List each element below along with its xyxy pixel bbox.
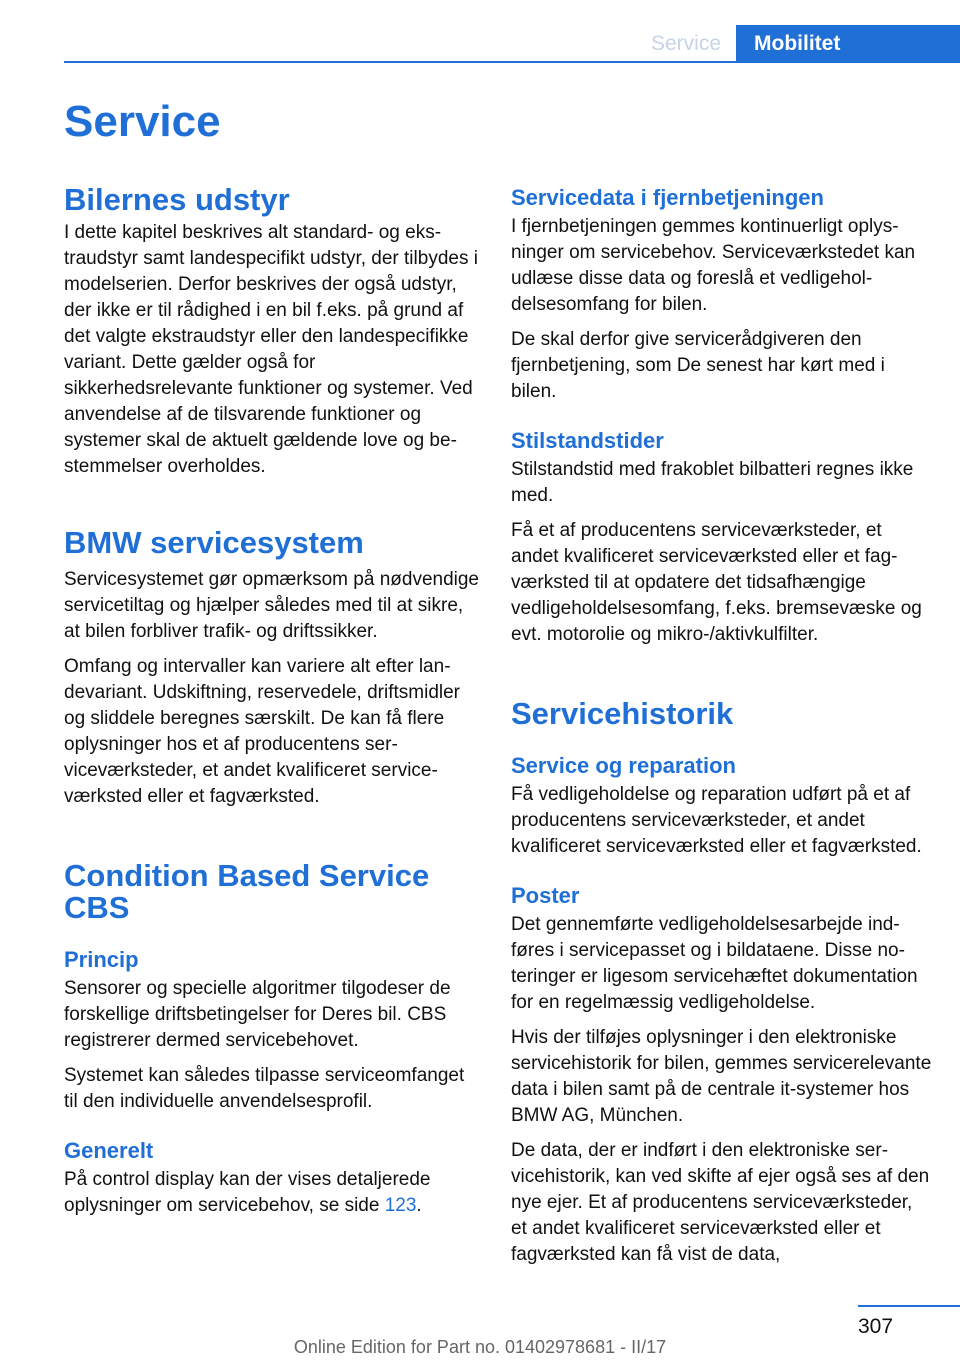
right-column	[511, 184, 933, 1277]
paragraph: Det gennemførte vedligeholdelsesarbejde indføres i servicepasset og i bildataene. Disse noteringer er ligesom servicehæftet dokumentation for en regelmæssig vedligeholdelse.	[511, 914, 918, 1013]
footer-rule	[858, 1305, 960, 1307]
paragraph	[64, 1167, 479, 1219]
header-rule	[64, 61, 960, 63]
heading-generelt: Generelt	[64, 1138, 154, 1163]
page-title: Service	[64, 97, 221, 146]
left-column	[64, 184, 479, 1228]
heading-servicedata: Servicedata i fjernbetjeningen	[511, 185, 824, 210]
heading-bmw-servicesystem: BMW servicesystem	[64, 525, 364, 560]
paragraph: Sensorer og specielle algoritmer tilgodeser de forskellige driftsbetingelser for Deres bil. CBS registrerer dermed servicebehovet.	[64, 978, 451, 1051]
paragraph: De skal derfor give servicerådgiveren den fjernbetjening, som De senest har kørt med i bilen.	[511, 329, 885, 402]
heading-servicehistorik: Servicehistorik	[511, 696, 734, 731]
heading-service-og-reparation: Service og reparation	[511, 753, 736, 778]
paragraph: I dette kapitel beskrives alt standard- og ekstraudstyr samt landespecifikt udstyr, der tilbydes i modelserien. Derfor beskrives der også udstyr, der ikke er til rådighed i en bil f.eks. på grund af det valgte ekstraudstyr eller den landespecifikke variant. Dette gælder også for sikkerhedsrelevante funktioner og systemer. Ved anvendelse af de tilsvarende funktioner og systemer skal de aktuelt gældende love og bestemmelser overholdes.	[64, 222, 478, 477]
heading-princip: Princip	[64, 947, 139, 972]
paragraph-text: .	[416, 1195, 422, 1216]
page-number: 307	[858, 1315, 894, 1338]
heading-cbs: Condition Based Service CBS	[64, 858, 430, 925]
heading-bilernes-udstyr: Bilernes udstyr	[64, 182, 290, 217]
paragraph-text: På control display kan der vises detaljerede oplysninger om servicebehov, se side	[64, 1169, 431, 1216]
paragraph: Få et af producentens serviceværksteder, et andet kvalificeret serviceværksted eller et fagværksted til at opdatere det tidsafhængige vedligeholdelsesomfang, f.eks. bremsevæske og evt. motorolie og mikro-/aktivkulfilter.	[511, 520, 922, 645]
paragraph: Stilstandstid med frakoblet bilbatteri regnes ikke med.	[511, 459, 914, 506]
header-tabs	[636, 25, 960, 62]
paragraph: Systemet kan således tilpasse serviceomfanget til den individuelle anvendelsesprofil.	[64, 1065, 465, 1112]
paragraph: Hvis der tilføjes oplysninger i den elektroniske servicehistorik for bilen, gemmes servicerelevante data i bilen samt på de centrale it-systemer hos BMW AG, München.	[511, 1027, 932, 1126]
page-link-123[interactable]: 123	[384, 1195, 417, 1216]
paragraph: Få vedligeholdelse og reparation udført på et af producentens serviceværksteder, et andet kvalificeret serviceværksted eller et fagværksted.	[511, 784, 922, 857]
paragraph: I fjernbetjeningen gemmes kontinuerligt oplysninger om servicebehov. Serviceværkstedet kan udlæse disse data og foreslå et vedligeholdelsesomfang for bilen.	[511, 216, 916, 315]
tab-service[interactable]: Service	[650, 32, 722, 55]
paragraph: De data, der er indført i den elektroniske servicehistorik, kan ved skifte af ejer også ses af den nye ejer. Et af producentens serviceværksteder, et andet kvalificeret serviceværksted eller et fagværksted kan få vist de data,	[511, 1140, 930, 1265]
edition-footer: Online Edition for Part no. 01402978681 - II/17	[293, 1337, 667, 1357]
paragraph: Servicesystemet gør opmærksom på nødvendige servicetiltag og hjælper således med til at sikre, at bilen forbliver trafik- og driftssikker.	[64, 569, 479, 642]
paragraph: Omfang og intervaller kan variere alt efter landevariant. Udskiftning, reservedele, driftsmidler og sliddele beregnes særskilt. De kan få flere oplysninger hos et af producentens serviceværksteder, et andet kvalificeret serviceværksted eller et fagværksted.	[64, 656, 461, 807]
heading-poster: Poster	[511, 883, 580, 908]
tab-mobilitet[interactable]: Mobilitet	[736, 25, 960, 62]
heading-stilstandstider: Stilstandstider	[511, 428, 664, 453]
